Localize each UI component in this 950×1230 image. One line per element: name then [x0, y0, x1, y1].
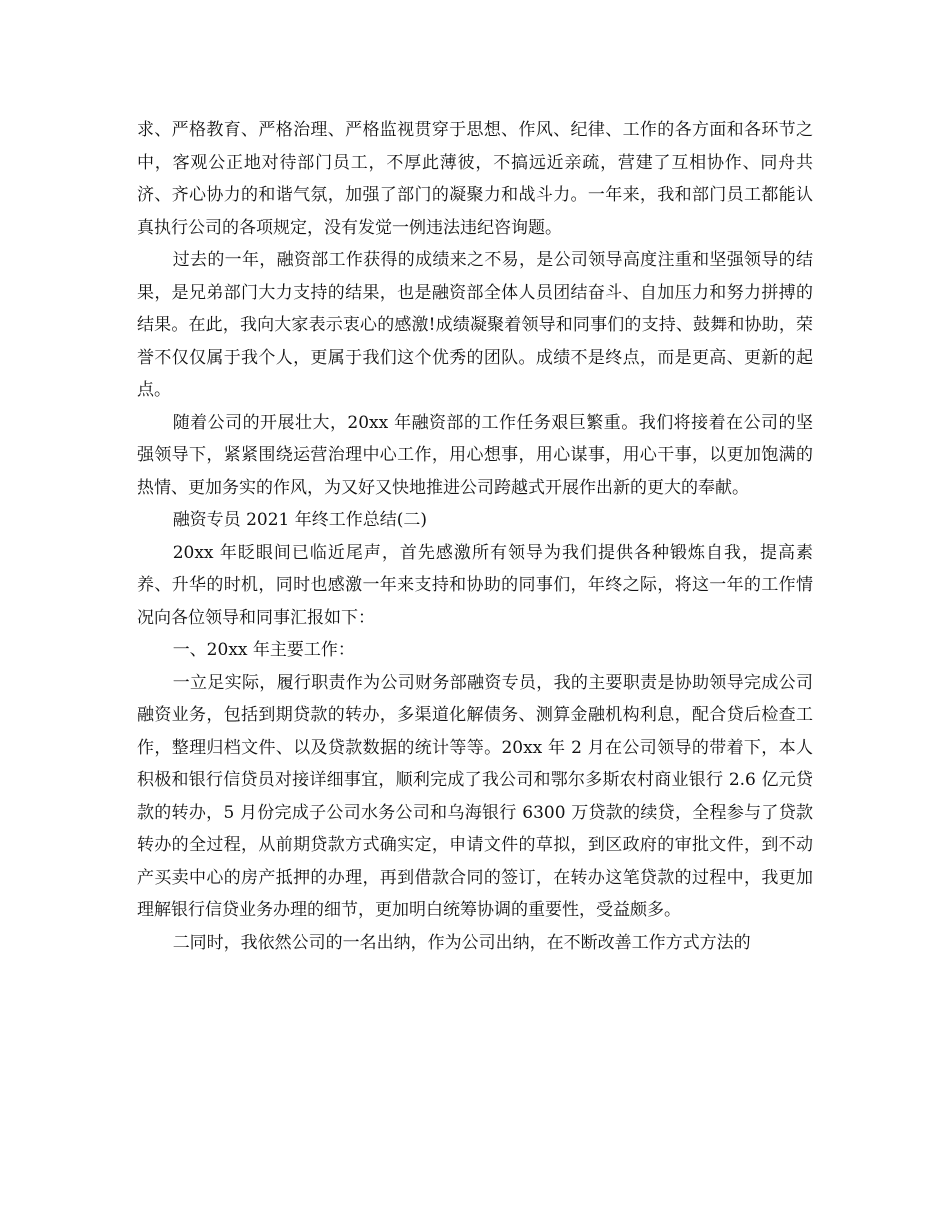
paragraph-outlook: 随着公司的开展壮大，20xx 年融资部的工作任务艰巨繁重。我们将接着在公司的坚强领导下，紧紧围绕运营治理中心工作，用心想事，用心谋事，用心干事，以更加饱满的热情、更加务实的作风，为又好又快地推进公司跨越式开展作出新的更大的奉献。 [137, 412, 813, 498]
paragraph-work-item-2: 二同时，我依然公司的一名出纳，作为公司出纳，在不断改善工作方式方法的 [172, 932, 751, 953]
paragraph-intro: 20xx 年眨眼间已临近尾声，首先感激所有领导为我们提供各种锻炼自我，提高素养、升华的时机，同时也感激一年来支持和协助的同事们，年终之际，将这一年的工作情况向各位领导和同事汇报如下： [137, 542, 813, 628]
subheading-main-work: 一、20xx 年主要工作： [172, 640, 355, 660]
paragraph-work-item-1: 一立足实际，履行职责作为公司财务部融资专员，我的主要职责是协助领导完成公司融资业务，包括到期贷款的转办，多渠道化解债务、测算金融机构利息，配合贷后检查工作，整理归档文件、以及贷款数据的统计等等。20xx 年 2 月在公司领导的带着下，本人积极和银行信贷员对接详细事宜，顺利完成了我公司和鄂尔多斯农村商业银行 2.6 亿元贷款的转办，5 月份完成子公司水务公司和乌海银行 6300 万贷款的续贷，全程参与了贷款转办的全过程，从前期贷款方式确实定，申请文件的草拟，到区政府的审批文件，到不动产买卖中心的房产抵押的办理，再到借款合同的签订，在转办这笔贷款的过程中，我更加理解银行信贷业务办理的细节，更加明白统筹协调的重要性，受益颇多。 [137, 672, 813, 920]
document-body [137, 114, 813, 959]
paragraph-achievements: 过去的一年，融资部工作获得的成绩来之不易，是公司领导高度注重和坚强领导的结果，是兄弟部门大力支持的结果，也是融资部全体人员团结奋斗、自加压力和努力拼搏的结果。在此，我向大家表示衷心的感激!成绩凝聚着领导和同事们的支持、鼓舞和协助，荣誉不仅仅属于我个人，更属于我们这个优秀的团队。成绩不是终点，而是更高、更新的起点。 [137, 250, 813, 400]
paragraph-continuation: 求、严格教育、严格治理、严格监视贯穿于思想、作风、纪律、工作的各方面和各环节之中，客观公正地对待部门员工，不厚此薄彼，不搞远近亲疏，营建了互相协作、同舟共济、齐心协力的和谐气氛，加强了部门的凝聚力和战斗力。一年来，我和部门员工都能认真执行公司的各项规定，没有发觉一例违法违纪咨询题。 [137, 120, 813, 238]
section-heading: 融资专员 2021 年终工作总结(二) [172, 510, 428, 530]
